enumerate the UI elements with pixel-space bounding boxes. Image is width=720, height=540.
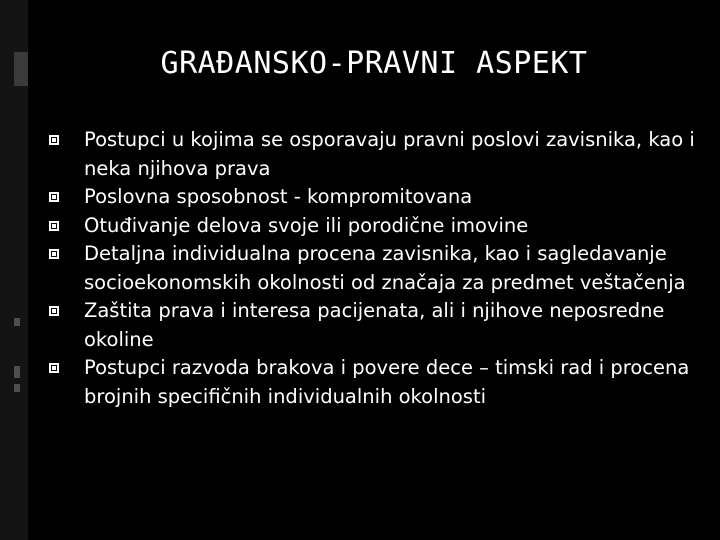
bullet-text: Postupci razvoda brakova i povere dece – timski rad i procena brojnih specifičnih individualnih okolnosti xyxy=(84,356,690,408)
square-bullet-icon xyxy=(48,220,60,232)
bullet-item xyxy=(48,212,718,241)
slide-title: GRAĐANSKO-PRAVNI ASPEKT xyxy=(160,46,588,81)
bullet-item xyxy=(48,354,718,411)
bullet-text: Detaljna individualna procena zavisnika, kao i sagledavanje socioekonomskih okolnosti od značaja za predmet veštačenja xyxy=(84,242,686,294)
bullet-text: Postupci u kojima se osporavaju pravni poslovi zavisnika, kao i neka njihova prava xyxy=(84,128,695,180)
bullet-item xyxy=(48,126,718,183)
square-bullet-icon xyxy=(48,191,60,203)
decorative-block xyxy=(14,318,20,326)
bullet-text: Otuđivanje delova svoje ili porodične imovine xyxy=(84,213,529,237)
bullet-item xyxy=(48,297,718,354)
bullet-text: Zaštita prava i interesa pacijenata, ali i njihove neposredne okoline xyxy=(84,299,665,351)
decorative-block xyxy=(14,384,20,392)
decorative-block xyxy=(14,366,20,378)
square-bullet-icon xyxy=(48,305,60,317)
square-bullet-icon xyxy=(48,362,60,374)
square-bullet-icon xyxy=(48,248,60,260)
square-bullet-icon xyxy=(48,134,60,146)
bullet-item xyxy=(48,240,718,297)
bullet-item xyxy=(48,183,718,212)
bullet-text: Poslovna sposobnost - kompromitovana xyxy=(84,185,473,208)
bullet-list xyxy=(48,126,718,411)
decorative-block xyxy=(14,52,28,86)
